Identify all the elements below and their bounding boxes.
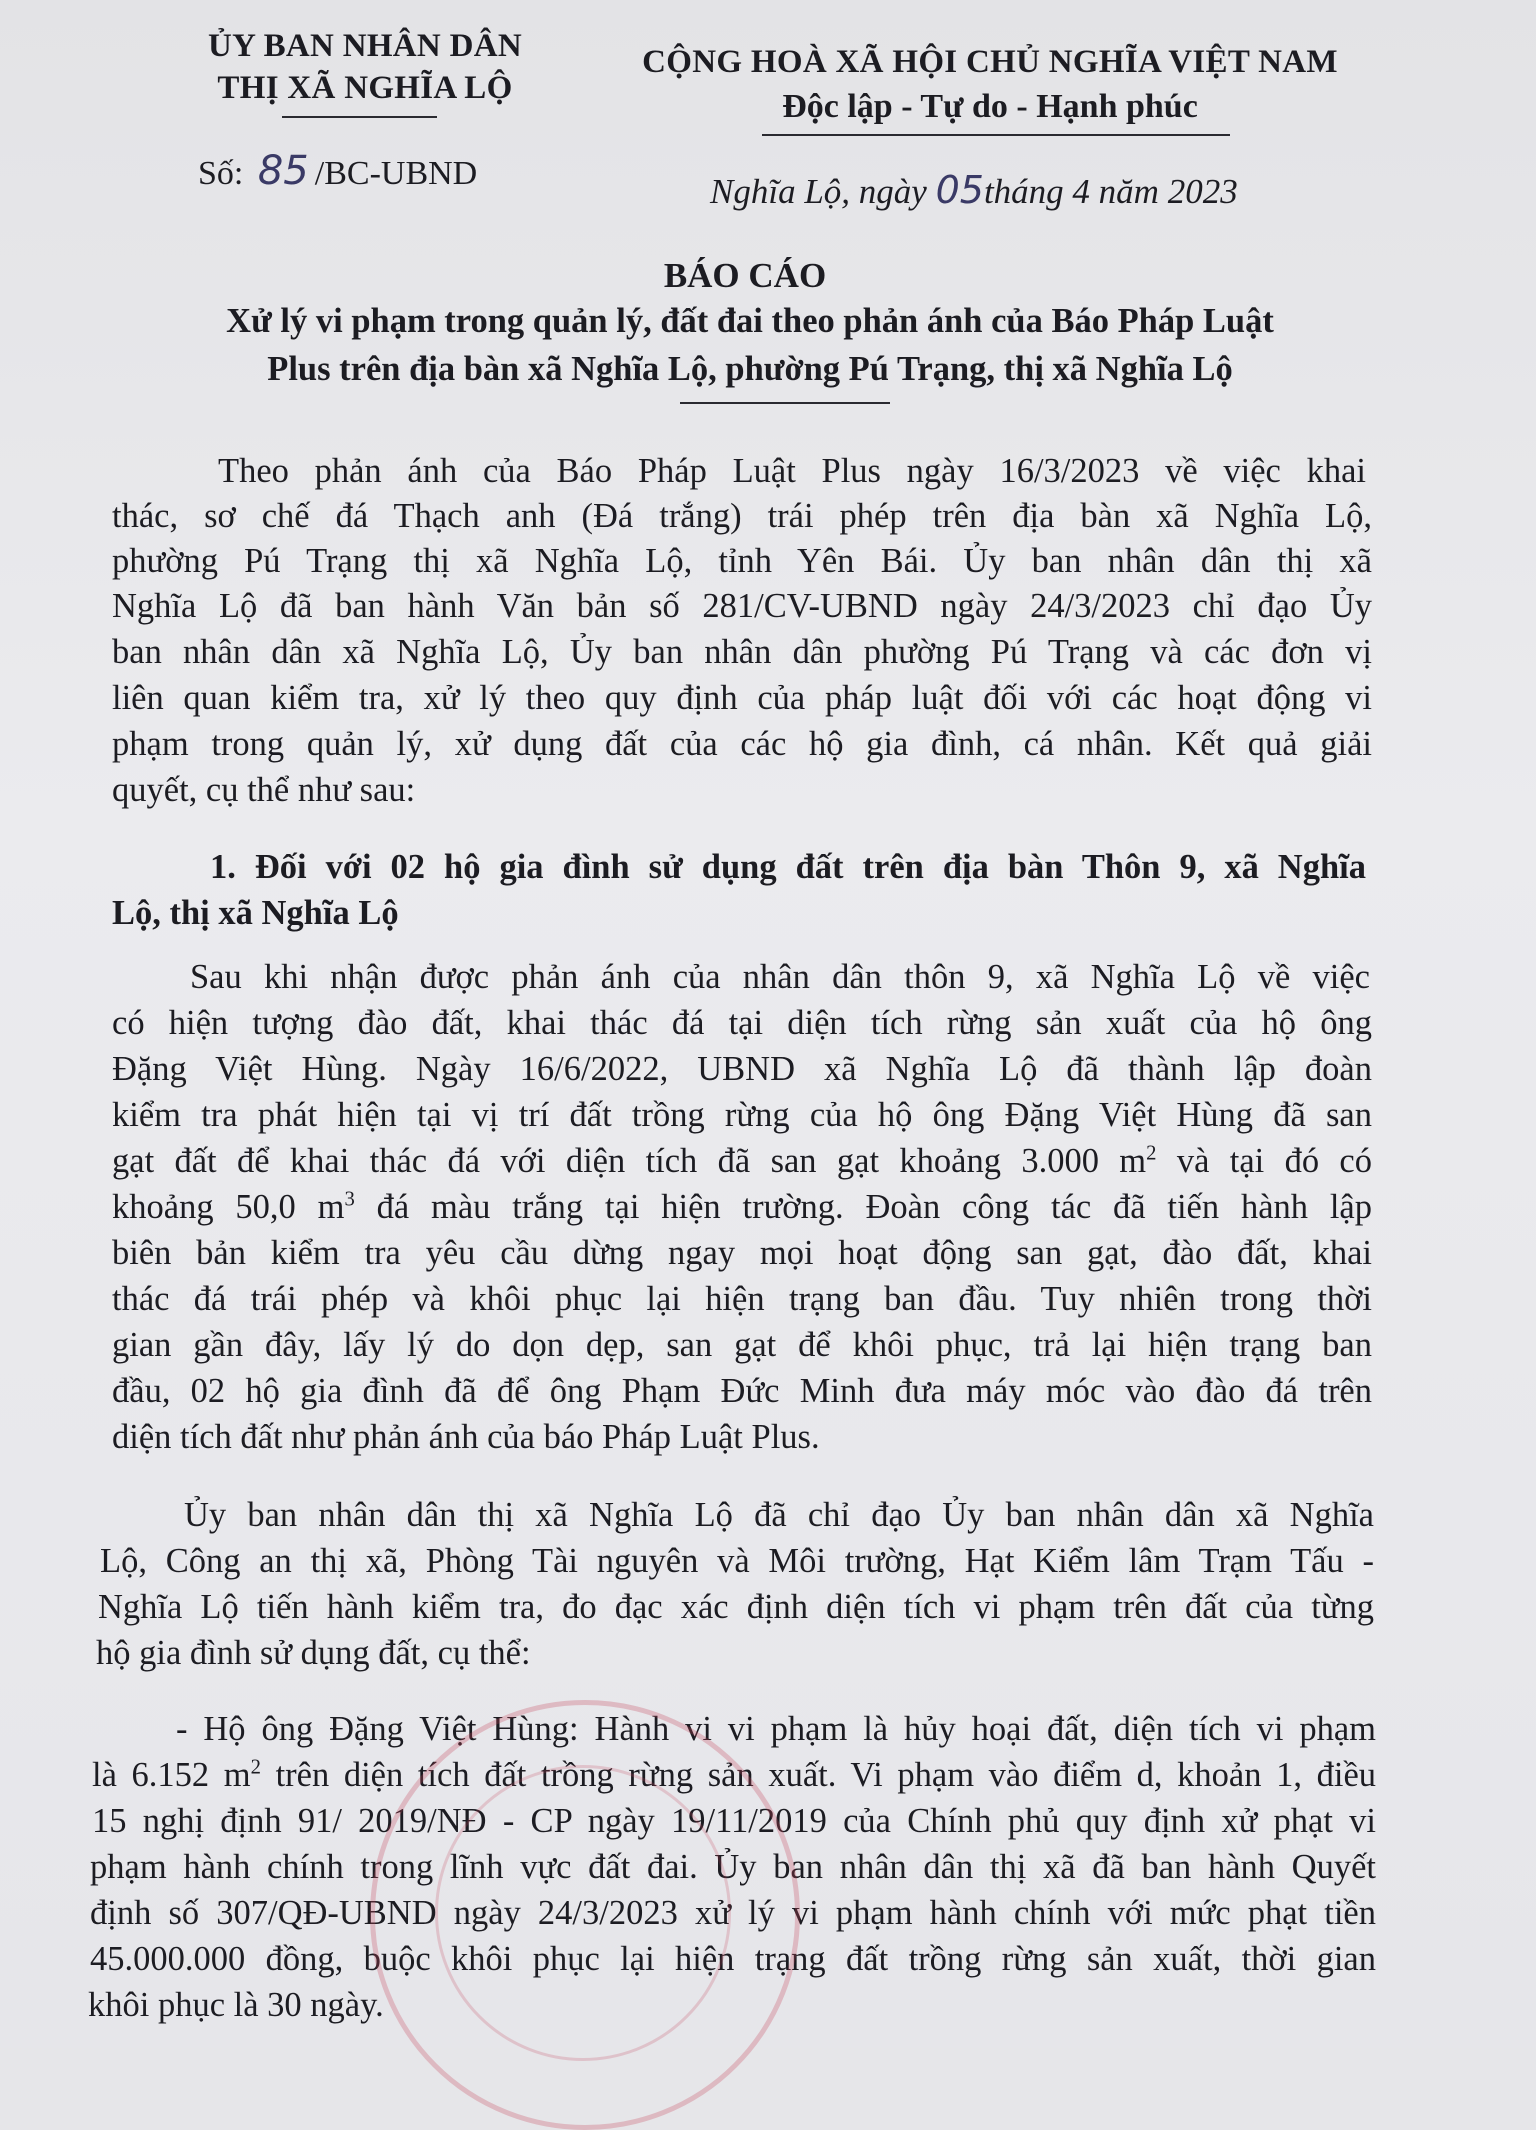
para3-line: hộ gia đình sử dụng đất, cụ thể:: [96, 1634, 531, 1672]
para3-line: Ủy ban nhân dân thị xã Nghĩa Lộ đã chỉ đạo Ủy ban nhân dân xã Nghĩa: [184, 1496, 1374, 1534]
para2-line: diện tích đất như phản ánh của báo Pháp Luật Plus.: [112, 1418, 820, 1456]
para2-line6-b: đá màu trắng tại hiện trường. Đoàn công tác đã tiến hành lập: [354, 1188, 1372, 1226]
date-part2: tháng 4 năm 2023: [983, 172, 1238, 211]
para2-line: đầu, 02 hộ gia đình đã để ông Phạm Đức Minh đưa máy móc vào đào đá trên: [112, 1372, 1372, 1410]
org-underline: [282, 116, 437, 118]
para4-line: 15 nghị định 91/ 2019/NĐ - CP ngày 19/11/2019 của Chính phủ quy định xử phạt vi: [92, 1802, 1376, 1840]
org-name-line2: THỊ XÃ NGHĨA LỘ: [217, 70, 513, 106]
para2-line5-b: và tại đó có: [1156, 1142, 1372, 1180]
para2-line5-a: gạt đất để khai thác đá với diện tích đã san gạt khoảng 3.000 m: [112, 1142, 1147, 1180]
report-title: BÁO CÁO: [663, 256, 827, 295]
doc-no-prefix: Số:: [198, 155, 244, 192]
para3-line: Lộ, Công an thị xã, Phòng Tài nguyên và Môi trường, Hạt Kiểm lâm Trạm Tấu -: [100, 1542, 1374, 1580]
para4-line: định số 307/QĐ-UBND ngày 24/3/2023 xử lý vi phạm hành chính với mức phạt tiền: [90, 1894, 1376, 1932]
intro-line: ban nhân dân xã Nghĩa Lộ, Ủy ban nhân dân phường Pú Trạng và các đơn vị: [112, 633, 1372, 671]
intro-line: thác, sơ chế đá Thạch anh (Đá trắng) trái phép trên địa bàn xã Nghĩa Lộ,: [112, 497, 1372, 535]
date-day-handwritten: 05: [935, 168, 984, 212]
area-unit-superscript: 2: [1146, 1142, 1157, 1165]
section1-heading-line2: Lộ, thị xã Nghĩa Lộ: [112, 894, 399, 932]
intro-line: Theo phản ánh của Báo Pháp Luật Plus ngày 16/3/2023 về việc khai: [218, 452, 1366, 490]
org-name-line1: ỦY BAN NHÂN DÂN: [207, 28, 523, 64]
doc-no-suffix: /BC-UBND: [314, 155, 478, 192]
intro-line: phường Pú Trạng thị xã Nghĩa Lộ, tỉnh Yên Bái. Ủy ban nhân dân thị xã: [112, 542, 1372, 580]
para2-line: gian gần đây, lấy lý do dọn dẹp, san gạt để khôi phục, trả lại hiện trạng ban: [112, 1326, 1372, 1364]
document-date: [710, 168, 1238, 212]
official-stamp: [370, 1700, 800, 2130]
para4-line: phạm hành chính trong lĩnh vực đất đai. Ủy ban nhân dân thị xã đã ban hành Quyết: [90, 1848, 1376, 1886]
report-subtitle-line1: Xử lý vi phạm trong quản lý, đất đai theo phản ánh của Báo Pháp Luật: [226, 302, 1274, 340]
area-unit-superscript: 2: [250, 1756, 261, 1779]
para2-line: biên bản kiểm tra yêu cầu dừng ngay mọi hoạt động san gạt, đào đất, khai: [112, 1234, 1372, 1272]
para2-line: kiểm tra phát hiện tại vị trí đất trồng rừng của hộ ông Đặng Việt Hùng đã san: [112, 1096, 1372, 1134]
intro-line: phạm trong quản lý, xử dụng đất của các hộ gia đình, cá nhân. Kết quả giải: [112, 725, 1372, 763]
doc-no-handwritten: 85: [257, 148, 309, 194]
date-part1: Nghĩa Lộ, ngày: [710, 172, 927, 211]
para4-line2-a: là 6.152 m: [92, 1756, 251, 1794]
nation-name: CỘNG HOÀ XÃ HỘI CHỦ NGHĨA VIỆT NAM: [642, 44, 1338, 80]
title-underline: [680, 402, 890, 404]
para2-line: Sau khi nhận được phản ánh của nhân dân thôn 9, xã Nghĩa Lộ về việc: [190, 958, 1370, 996]
para4-line: 45.000.000 đồng, buộc khôi phục lại hiện trạng đất trồng rừng sản xuất, thời gian: [90, 1940, 1376, 1978]
para4-line: - Hộ ông Đặng Việt Hùng: Hành vi vi phạm là hủy hoại đất, diện tích vi phạm: [176, 1710, 1376, 1748]
nation-motto: Độc lập - Tự do - Hạnh phúc: [782, 88, 1198, 125]
para2-line: có hiện tượng đào đất, khai thác đá tại diện tích rừng sản xuất của hộ ông: [112, 1004, 1372, 1042]
para4-line: khôi phục là 30 ngày.: [88, 1986, 384, 2024]
intro-line: quyết, cụ thể như sau:: [112, 771, 416, 809]
para2-line: Đặng Việt Hùng. Ngày 16/6/2022, UBND xã Nghĩa Lộ đã thành lập đoàn: [112, 1050, 1372, 1088]
para2-line: [112, 1142, 1372, 1181]
para4-line2-b: trên diện tích đất trồng rừng sản xuất. Vi phạm vào điểm d, khoản 1, điều: [260, 1756, 1377, 1794]
intro-line: Nghĩa Lộ đã ban hành Văn bản số 281/CV-UBND ngày 24/3/2023 chỉ đạo Ủy: [112, 587, 1372, 625]
para2-line6-a: khoảng 50,0 m: [112, 1188, 345, 1226]
document-number: [198, 148, 477, 194]
report-subtitle-line2: Plus trên địa bàn xã Nghĩa Lộ, phường Pú Trạng, thị xã Nghĩa Lộ: [267, 350, 1233, 388]
para2-line: [112, 1188, 1372, 1227]
motto-underline: [762, 134, 1230, 136]
para2-line: thác đá trái phép và khôi phục lại hiện trạng ban đầu. Tuy nhiên trong thời: [112, 1280, 1372, 1318]
para3-line: Nghĩa Lộ tiến hành kiểm tra, đo đạc xác định diện tích vi phạm trên đất của từng: [98, 1588, 1374, 1626]
volume-unit-superscript: 3: [344, 1188, 355, 1211]
intro-line: liên quan kiểm tra, xử lý theo quy định của pháp luật đối với các hoạt động vi: [112, 679, 1372, 717]
section1-heading-line1: 1. Đối với 02 hộ gia đình sử dụng đất trên địa bàn Thôn 9, xã Nghĩa: [210, 848, 1366, 886]
official-stamp-inner-ring: [435, 1765, 731, 2061]
